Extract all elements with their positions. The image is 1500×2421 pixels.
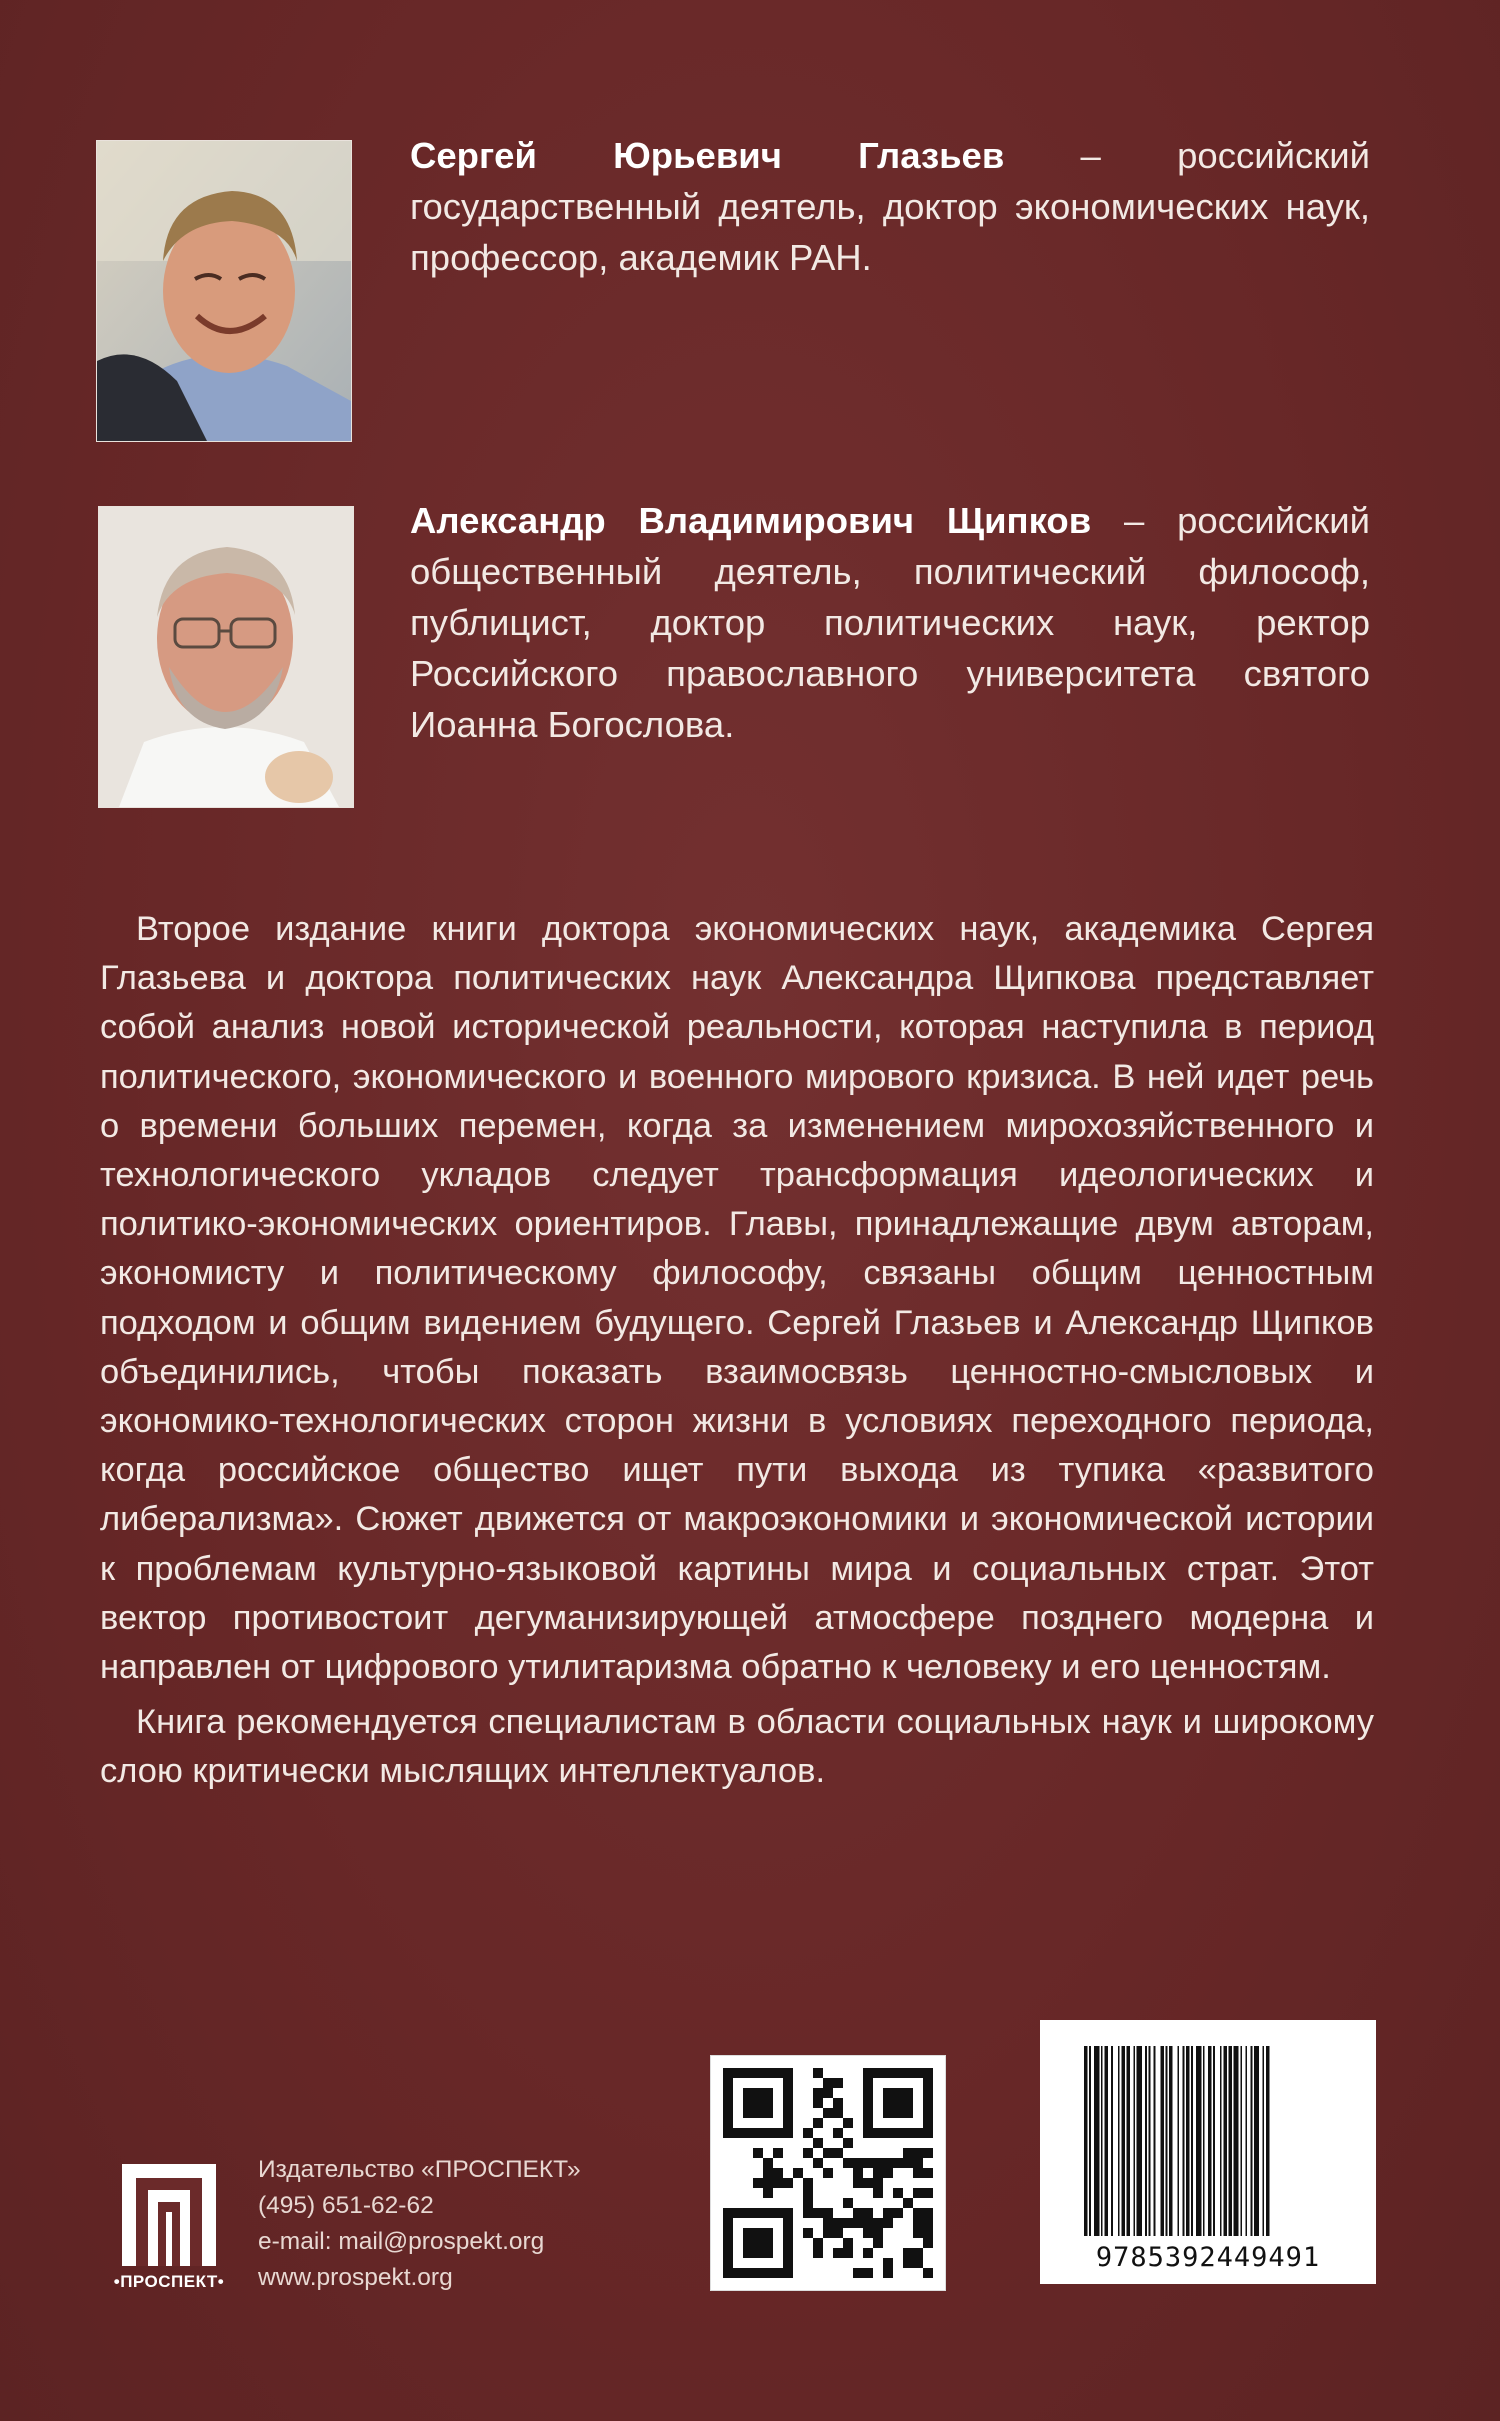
author-name: Александр Владимирович Щипков	[410, 500, 1092, 541]
publisher-logo-text: •ПРОСПЕКТ•	[113, 2272, 225, 2291]
author-name: Сергей Юрьевич Глазьев	[410, 135, 1005, 176]
description-paragraph: Книга рекомендуется специалистам в области социальных наук и широкому слою критически мыслящих интеллектуалов.	[100, 1703, 1374, 1791]
isbn-barcode	[1040, 2020, 1376, 2284]
author-bio-shchipkov	[410, 495, 1370, 750]
publisher-website: www.prospekt.org	[258, 2264, 453, 2291]
publisher-name: Издательство «ПРОСПЕКТ»	[258, 2156, 581, 2183]
author-photo-shchipkov	[98, 506, 354, 808]
author-description: – российский государственный деятель, доктор экономических наук, профессор, академик РАН.	[410, 135, 1370, 278]
publisher-logo-icon	[104, 2160, 234, 2290]
qr-code	[710, 2055, 946, 2291]
publisher-info	[258, 2152, 581, 2296]
publisher-email: e-mail: mail@prospekt.org	[258, 2228, 545, 2255]
isbn-number: 9785392449491	[1095, 2242, 1321, 2273]
author-bio-glazyev	[410, 130, 1370, 283]
book-description	[100, 905, 1374, 1797]
description-paragraph: Второе издание книги доктора экономических наук, академика Сергея Глазьева и доктора политических наук Александра Щипкова представляет собой анализ новой исторической реальности, которая наступила в период политического, экономического и военного мирового кризиса. В ней идет речь о времени больших перемен, когда за изменением мирохозяйственного и технологического укладов следует трансформация идеологических и политико-экономических ориентиров. Главы, принадлежащие двум авторам, экономисту и политическому философу, связаны общим ценностным подходом и общим видением будущего. Сергей Глазьев и Александр Щипков объединились, чтобы показать взаимосвязь ценностно-смысловых и экономико-технологических сторон жизни в условиях переходного периода, когда российское общество ищет пути выхода из тупика «развитого либерализма». Сюжет движется от макроэкономики и экономической истории к проблемам культурно-языковой картины мира и социальных страт. Этот вектор противостоит дегуманизирующей атмосфере позднего модерна и направлен от цифрового утилитаризма обратно к человеку и его ценностям.	[100, 910, 1374, 1687]
author-description: – российский общественный деятель, политический философ, публицист, доктор политических наук, ректор Российского православного университета святого Иоанна Богослова.	[410, 500, 1370, 745]
publisher-phone: (495) 651-62-62	[258, 2192, 434, 2219]
author-photo-glazyev	[96, 140, 352, 442]
